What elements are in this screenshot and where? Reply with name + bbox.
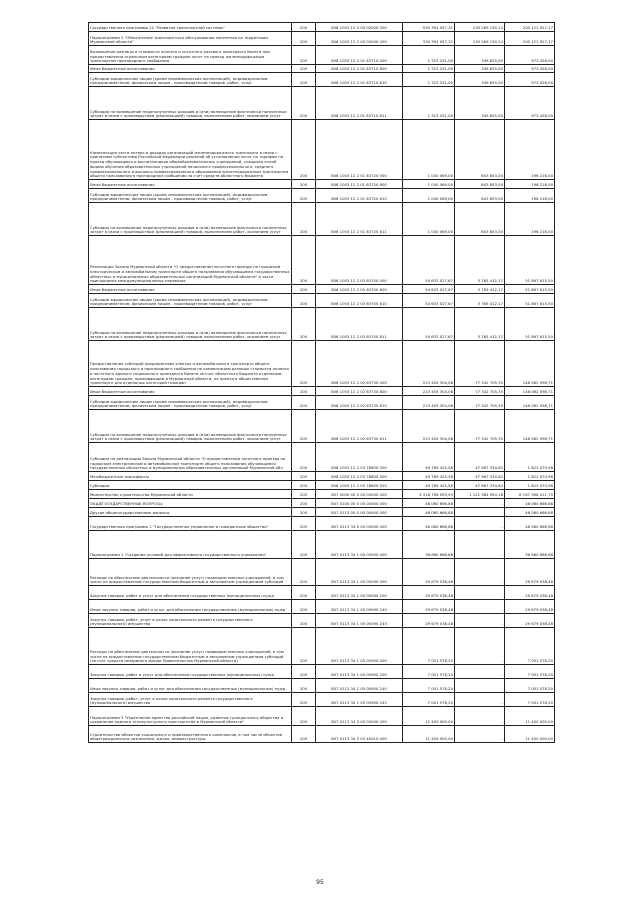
row-unexecuted-amount: 36 660 666,68 — [505, 531, 555, 559]
row-kbk-code: 200 — [292, 443, 316, 472]
row-unexecuted-amount: 1 822 070,96 — [505, 472, 555, 481]
row-kbk-code: 200 — [292, 531, 316, 559]
row-classification-code: 806 1003 12 2 03 76800 520 — [316, 481, 403, 490]
row-executed-amount: - — [455, 559, 505, 586]
row-kbk-code: 200 — [292, 180, 316, 189]
row-kbk-code: 200 — [292, 628, 316, 665]
table-row — [89, 517, 555, 531]
row-unexecuted-amount: 973 426,00 — [505, 65, 555, 73]
row-approved-amount: 49 789 425,58 — [403, 472, 455, 481]
row-executed-amount: 77 342 705,35 — [455, 387, 505, 396]
row-approved-amount: 7 001 578,20 — [403, 665, 455, 679]
row-unexecuted-amount: 51 867 615,50 — [505, 308, 555, 341]
row-kbk-code: 200 — [292, 614, 316, 628]
row-unexecuted-amount: 973 426,00 — [505, 87, 555, 120]
row-unexecuted-amount: 1 822 070,96 — [505, 481, 555, 490]
row-executed-amount: 47 967 334,62 — [455, 481, 505, 490]
table-row — [89, 203, 555, 236]
row-name: Предоставление субсидий предприятиям электро и автомобильного транспорта общего пользования городского и пригородного сообщения на компенсацию разницы стоимости полного и льготного единого социального проездного билета за счет областного бюджета отдельным категориям граждан, проживающим в Мурманской области, на проезд в общественном транспорте для отдельных категорий граждан — [89, 341, 292, 387]
row-executed-amount: - — [455, 614, 505, 628]
row-approved-amount: 11 400 000,00 — [403, 707, 455, 726]
row-kbk-code: 200 — [292, 517, 316, 531]
row-classification-code: 806 1003 12 2 03 63700 811 — [316, 308, 403, 341]
row-classification-code: 807 0113 34 1 05 00090 200 — [316, 586, 403, 600]
row-classification-code: 807 0113 34 1 05 00950 200 — [316, 665, 403, 679]
row-unexecuted-amount: 29 679 038,48 — [505, 600, 555, 614]
row-unexecuted-amount: 51 867 615,50 — [505, 236, 555, 285]
row-unexecuted-amount: 51 867 615,50 — [505, 294, 555, 308]
row-executed-amount: - — [455, 508, 505, 517]
table-row — [89, 628, 555, 665]
table-row — [89, 285, 555, 294]
row-classification-code: 806 1003 12 2 02 63730 810 — [316, 396, 403, 410]
row-name: Закупка товаров, работ и услуг для обеспечения государственных (муниципальных) нужд — [89, 665, 292, 679]
row-kbk-code: 200 — [292, 490, 316, 499]
row-unexecuted-amount: 200 121 927,17 — [505, 32, 555, 46]
row-name: Субсидия на реализацию Закона Мурманской области "О предоставлении льготного проезда на городском электрическом и автомобильном транспорте общего пользования обучающимся государственных областных и муниципальных образовательных организаций Мурманской обл — [89, 443, 292, 472]
row-kbk-code: 200 — [292, 499, 316, 508]
row-executed-amount: 77 342 705,35 — [455, 396, 505, 410]
row-unexecuted-amount: 46 060 666,68 — [505, 508, 555, 517]
row-classification-code: 806 1003 12 2 01 63710 810 — [316, 73, 403, 87]
row-name: Субсидии юридическим лицам (кроме некоммерческих организаций), индивидуальным предпринимателям, физическим лицам - производителям товаров, работ, услуг — [89, 294, 292, 308]
row-unexecuted-amount: 1 822 070,96 — [505, 443, 555, 472]
row-name: Государственная программа 1 "Государственное управление и гражданское общество" — [89, 517, 292, 531]
row-executed-amount: 3 765 412,17 — [455, 285, 505, 294]
table-row — [89, 693, 555, 707]
row-kbk-code: 200 — [292, 707, 316, 726]
row-executed-amount: 843 853,00 — [455, 189, 505, 203]
table-row — [89, 120, 555, 180]
row-kbk-code: 200 — [292, 600, 316, 614]
row-name: Иные бюджетные ассигнования — [89, 180, 292, 189]
row-kbk-code: 200 — [292, 23, 316, 32]
row-executed-amount: - — [455, 693, 505, 707]
table-row — [89, 665, 555, 679]
row-kbk-code: 200 — [292, 203, 316, 236]
row-approved-amount: 46 060 666,68 — [403, 508, 455, 517]
row-executed-amount: 349 825,00 — [455, 73, 505, 87]
table-row — [89, 46, 555, 65]
row-name: Субсидия на возмещение недополученных доходов и (или) возмещение фактически понесенных затрат в связи с производством (реализацией) товаров, выполнением работ, оказанием услуг — [89, 203, 292, 236]
row-name: Субсидии юридическим лицам (кроме некоммерческих организаций), индивидуальным предпринимателям, физическим лицам - производителям товаров, работ, услуг — [89, 396, 292, 410]
row-name: Субсидии юридическим лицам (кроме некоммерческих организаций), индивидуальным предпринимателям, физическим лицам - производителям товаров, работ, услуг — [89, 189, 292, 203]
row-name: Закупка товаров, работ, услуг в целях капитального ремонта государственного (муниципального) имущества — [89, 693, 292, 707]
row-approved-amount: 1 323 251,00 — [403, 87, 455, 120]
row-unexecuted-amount: 146 062 598,71 — [505, 341, 555, 387]
row-name: Субсидии — [89, 481, 292, 490]
table-row — [89, 308, 555, 341]
table-row — [89, 341, 555, 387]
budget-table-sheet — [88, 22, 554, 743]
row-unexecuted-amount: 973 426,00 — [505, 73, 555, 87]
row-name: Иные бюджетные ассигнования — [89, 65, 292, 73]
row-kbk-code: 200 — [292, 396, 316, 410]
row-kbk-code: 200 — [292, 665, 316, 679]
row-name: Расходы на обеспечение деятельности (оказание услуг) подведомственных учреждений, в том числе на предоставление государственным бюджетным и автономным учреждениям субсидий — [89, 559, 292, 586]
row-name: Иные бюджетные ассигнования — [89, 285, 292, 294]
row-name: Субсидии юридическим лицам (кроме некоммерческих организаций), индивидуальным предпринимателям, физическим лицам - производителям товаров, работ, услуг — [89, 73, 292, 87]
row-classification-code: 806 1003 12 2 03 63700 810 — [316, 294, 403, 308]
row-executed-amount: 3 765 412,17 — [455, 308, 505, 341]
row-name: ОБЩЕГОСУДАРСТВЕННЫЕ ВОПРОСЫ — [89, 499, 292, 508]
row-classification-code: 807 0100 00 0 00 00000 000 — [316, 499, 403, 508]
row-executed-amount: - — [455, 726, 505, 743]
table-row — [89, 443, 555, 472]
row-approved-amount: 530 391 057,31 — [403, 23, 455, 32]
row-executed-amount: - — [455, 707, 505, 726]
row-classification-code: 807 0000 00 0 00 00000 000 — [316, 490, 403, 499]
row-approved-amount: 223 405 304,06 — [403, 387, 455, 396]
row-executed-amount: - — [455, 499, 505, 508]
row-approved-amount: 1 040 069,00 — [403, 203, 455, 236]
row-approved-amount: 7 001 578,20 — [403, 693, 455, 707]
row-kbk-code: 200 — [292, 65, 316, 73]
row-name: Субсидия на возмещение недополученных доходов и (или) возмещение фактически понесенных затрат в связи с производством (реализацией) товаров, выполнением работ, оказанием услуг — [89, 410, 292, 443]
row-executed-amount: - — [455, 665, 505, 679]
row-name: Межбюджетные трансферты — [89, 472, 292, 481]
row-approved-amount: 7 001 578,20 — [403, 679, 455, 693]
row-name: Расходы на обеспечение деятельности (оказание услуг) подведомственных учреждений, в том числе на предоставление государственным бюджетным и автономным учреждениям субсидий (за счет средств резервного фонда Правительства Мурманской области) — [89, 628, 292, 665]
row-kbk-code: 200 — [292, 294, 316, 308]
row-name: Субсидия на возмещение недополученных доходов и (или) возмещение фактически понесенных затрат в связи с производством (реализацией) товаров, выполнением работ, оказанием услуг — [89, 308, 292, 341]
table-row — [89, 73, 555, 87]
table-row — [89, 294, 555, 308]
row-classification-code: 807 0113 34 1 05 00090 000 — [316, 559, 403, 586]
row-classification-code: 806 1003 12 2 01 63720 800 — [316, 180, 403, 189]
row-kbk-code: 200 — [292, 508, 316, 517]
row-kbk-code: 200 — [292, 387, 316, 396]
row-classification-code: 807 0113 00 0 00 00000 000 — [316, 508, 403, 517]
row-kbk-code: 200 — [292, 472, 316, 481]
table-row — [89, 481, 555, 490]
row-executed-amount: 349 825,00 — [455, 87, 505, 120]
table-row — [89, 679, 555, 693]
row-classification-code: 806 1003 12 2 02 63730 811 — [316, 410, 403, 443]
table-row — [89, 508, 555, 517]
row-approved-amount: 54 633 027,67 — [403, 236, 455, 285]
row-approved-amount: 49 789 425,58 — [403, 481, 455, 490]
row-unexecuted-amount: 146 062 598,71 — [505, 387, 555, 396]
row-kbk-code: 200 — [292, 73, 316, 87]
row-approved-amount: 46 060 666,68 — [403, 517, 455, 531]
row-kbk-code: 200 — [292, 679, 316, 693]
row-executed-amount: 130 269 130,14 — [455, 32, 505, 46]
row-executed-amount: 77 342 705,35 — [455, 341, 505, 387]
row-executed-amount: - — [455, 600, 505, 614]
row-classification-code: 806 1003 12 2 00 00000 000 — [316, 32, 403, 46]
row-executed-amount: 843 853,00 — [455, 180, 505, 189]
row-kbk-code: 200 — [292, 32, 316, 46]
row-kbk-code: 200 — [292, 559, 316, 586]
row-unexecuted-amount: 11 400 000,00 — [505, 707, 555, 726]
row-unexecuted-amount: 29 679 038,48 — [505, 614, 555, 628]
table-row — [89, 586, 555, 600]
row-approved-amount: 29 679 038,48 — [403, 586, 455, 600]
table-row — [89, 499, 555, 508]
row-approved-amount: 1 040 069,00 — [403, 189, 455, 203]
row-approved-amount: 9 318 798 093,93 — [403, 490, 455, 499]
row-executed-amount: 349 825,00 — [455, 46, 505, 65]
row-name: Подпрограмма 3 "Укрепление единства российской нации, развитие гражданского общества и сохранение единого этнокультурного пространства в Мурманской области" — [89, 707, 292, 726]
row-kbk-code: 200 — [292, 726, 316, 743]
row-unexecuted-amount: 7 001 578,20 — [505, 665, 555, 679]
row-approved-amount: 54 633 027,67 — [403, 294, 455, 308]
row-unexecuted-amount: 196 216,00 — [505, 120, 555, 180]
row-name: Компенсация части потерь в доходах организаций железнодорожного транспорта в связи с принятием субъектами Российской Федерации решений об установлении льгот по тарифам на проезд обучающихся и воспитанников общеобразовательных учреждений, учащихся очной формы обучения образовательных учреждений начального профессионального, среднего профессионального и высшего профессионального образования железнодорожным транспортом общего пользования в пригородном сообщении за счет средств областного бюджета — [89, 120, 292, 180]
row-approved-amount: 29 679 038,48 — [403, 600, 455, 614]
row-approved-amount: 223 405 304,06 — [403, 341, 455, 387]
table-row — [89, 600, 555, 614]
row-classification-code: 807 0113 34 0 00 00000 000 — [316, 517, 403, 531]
row-unexecuted-amount: 46 060 666,68 — [505, 499, 555, 508]
table-row — [89, 614, 555, 628]
table-row — [89, 87, 555, 120]
row-classification-code: 807 0113 34 1 05 00950 243 — [316, 693, 403, 707]
row-kbk-code: 200 — [292, 693, 316, 707]
row-kbk-code: 200 — [292, 586, 316, 600]
row-classification-code: 806 1003 12 0 00 00000 000 — [316, 23, 403, 32]
row-executed-amount: 47 967 334,62 — [455, 472, 505, 481]
row-approved-amount: 49 789 425,58 — [403, 443, 455, 472]
table-row — [89, 559, 555, 586]
row-unexecuted-amount: 7 001 578,20 — [505, 679, 555, 693]
row-approved-amount: 36 660 666,68 — [403, 531, 455, 559]
row-classification-code: 806 1003 12 2 01 63710 811 — [316, 87, 403, 120]
row-classification-code: 806 1003 12 2 01 63710 000 — [316, 46, 403, 65]
row-unexecuted-amount: 29 679 038,48 — [505, 559, 555, 586]
row-approved-amount: 1 323 251,00 — [403, 65, 455, 73]
row-classification-code: 806 1003 12 2 03 76800 000 — [316, 443, 403, 472]
row-classification-code: 806 1003 12 2 01 63720 810 — [316, 189, 403, 203]
row-approved-amount: 7 001 578,20 — [403, 628, 455, 665]
row-executed-amount: - — [455, 517, 505, 531]
row-approved-amount: 46 060 666,68 — [403, 499, 455, 508]
row-executed-amount: 3 765 412,17 — [455, 294, 505, 308]
row-name: Подпрограмма 2 "Обеспечение транспортного обслуживания населения на территории Мурманской области" — [89, 32, 292, 46]
row-approved-amount: 223 405 304,06 — [403, 396, 455, 410]
row-executed-amount: 77 342 705,35 — [455, 410, 505, 443]
row-classification-code: 807 0113 34 3 03 40010 000 — [316, 726, 403, 743]
row-classification-code: 807 0113 34 1 05 00090 240 — [316, 600, 403, 614]
row-classification-code: 807 0113 34 1 05 00090 243 — [316, 614, 403, 628]
row-classification-code: 806 1003 12 2 01 63720 811 — [316, 203, 403, 236]
table-row — [89, 236, 555, 285]
row-name: Реализация Закона Мурманской области "О предоставлении льготного проезда на городском электрическом и автомобильном транспорте общего пользования обучающимся государственных областных и муниципальных образовательных организаций Мурманской области" в части пригородных междумуниципальных перевозок — [89, 236, 292, 285]
row-unexecuted-amount: 146 062 598,71 — [505, 410, 555, 443]
row-unexecuted-amount: 196 216,00 — [505, 189, 555, 203]
row-executed-amount: 130 269 130,14 — [455, 23, 505, 32]
row-kbk-code: 200 — [292, 481, 316, 490]
row-classification-code: 806 1003 12 2 01 63720 000 — [316, 120, 403, 180]
row-approved-amount: 1 323 251,00 — [403, 73, 455, 87]
row-kbk-code: 200 — [292, 87, 316, 120]
table-row — [89, 472, 555, 481]
row-unexecuted-amount: 200 121 927,17 — [505, 23, 555, 32]
row-classification-code: 806 1003 12 2 02 63730 800 — [316, 387, 403, 396]
row-approved-amount: 54 633 027,67 — [403, 285, 455, 294]
table-row — [89, 65, 555, 73]
row-executed-amount: - — [455, 628, 505, 665]
row-name: Закупка товаров, работ и услуг для обеспечения государственных (муниципальных) нужд — [89, 586, 292, 600]
row-executed-amount: 843 853,00 — [455, 203, 505, 236]
row-executed-amount: 1 121 384 954,18 — [455, 490, 505, 499]
row-kbk-code: 200 — [292, 189, 316, 203]
row-kbk-code: 200 — [292, 341, 316, 387]
row-name: Субсидия на возмещение недополученных доходов и (или) возмещение фактически понесенных затрат в связи с производством (реализацией) товаров, выполнением работ, оказанием услуг — [89, 87, 292, 120]
row-name: Государственная программа 12 "Развитие транспортной системы" — [89, 23, 292, 32]
row-name: Иные бюджетные ассигнования — [89, 387, 292, 396]
row-classification-code: 807 0113 34 1 00 00000 000 — [316, 531, 403, 559]
table-row — [89, 410, 555, 443]
table-row — [89, 726, 555, 743]
row-approved-amount: 29 679 038,48 — [403, 614, 455, 628]
row-name: Подпрограмма 1 "Создание условий для эффективного государственного управления" — [89, 531, 292, 559]
row-name: Возмещение разницы в стоимости полного и льготного разового проездного билета при предоставлении отдельным категориям граждан льгот на проезд железнодорожным транспортом пригородного сообщения — [89, 46, 292, 65]
row-executed-amount: 349 825,00 — [455, 65, 505, 73]
row-unexecuted-amount: 7 001 578,20 — [505, 628, 555, 665]
row-executed-amount: - — [455, 531, 505, 559]
row-name: Закупка товаров, работ, услуг в целях капитального ремонта государственного (муниципального) имущества — [89, 614, 292, 628]
row-name: Министерство строительства Мурманской области — [89, 490, 292, 499]
row-unexecuted-amount: 8 197 396 011,75 — [505, 490, 555, 499]
row-approved-amount: 1 040 069,00 — [403, 180, 455, 189]
row-kbk-code: 200 — [292, 410, 316, 443]
row-classification-code: 806 1003 12 2 03 76800 500 — [316, 472, 403, 481]
row-classification-code: 806 1003 12 2 01 63710 800 — [316, 65, 403, 73]
row-classification-code: 806 1003 12 2 03 63700 800 — [316, 285, 403, 294]
row-kbk-code: 200 — [292, 308, 316, 341]
row-name: Строительство объектов социального и производственного комплексов, в том числе объектов общегражданского назначения, жилья, инфраструктуры — [89, 726, 292, 743]
row-classification-code: 806 1003 12 2 02 63730 000 — [316, 341, 403, 387]
table-row — [89, 32, 555, 46]
row-kbk-code: 200 — [292, 236, 316, 285]
row-approved-amount: 1 323 251,00 — [403, 46, 455, 65]
table-row — [89, 490, 555, 499]
row-name: Иные закупки товаров, работ и услуг для обеспечения государственных (муниципальных) нужд — [89, 600, 292, 614]
table-row — [89, 707, 555, 726]
row-unexecuted-amount: 196 216,00 — [505, 180, 555, 189]
row-unexecuted-amount: 973 426,00 — [505, 46, 555, 65]
row-executed-amount: 843 853,00 — [455, 120, 505, 180]
row-classification-code: 807 0113 34 1 05 00950 000 — [316, 628, 403, 665]
row-kbk-code: 200 — [292, 120, 316, 180]
table-row — [89, 387, 555, 396]
budget-execution-table — [88, 22, 555, 743]
row-executed-amount: 47 967 334,62 — [455, 443, 505, 472]
table-row — [89, 180, 555, 189]
row-classification-code: 806 1003 12 2 03 63700 000 — [316, 236, 403, 285]
row-unexecuted-amount: 51 867 615,50 — [505, 285, 555, 294]
row-unexecuted-amount: 29 679 038,48 — [505, 586, 555, 600]
row-name: Иные закупки товаров, работ и услуг для обеспечения государственных (муниципальных) нужд — [89, 679, 292, 693]
row-approved-amount: 1 040 069,00 — [403, 120, 455, 180]
row-approved-amount: 29 679 038,48 — [403, 559, 455, 586]
row-approved-amount: 330 391 057,31 — [403, 32, 455, 46]
row-unexecuted-amount: 196 216,00 — [505, 203, 555, 236]
table-row — [89, 396, 555, 410]
row-approved-amount: 223 405 304,06 — [403, 410, 455, 443]
row-executed-amount: - — [455, 586, 505, 600]
row-approved-amount: 54 633 027,67 — [403, 308, 455, 341]
row-executed-amount: - — [455, 679, 505, 693]
row-unexecuted-amount: 46 060 666,68 — [505, 517, 555, 531]
row-name: Другие общегосударственные вопросы — [89, 508, 292, 517]
row-approved-amount: 11 400 000,00 — [403, 726, 455, 743]
page-number: 95 — [316, 879, 324, 886]
row-unexecuted-amount: 146 062 598,71 — [505, 396, 555, 410]
row-classification-code: 807 0113 34 3 00 00000 000 — [316, 707, 403, 726]
row-kbk-code: 200 — [292, 46, 316, 65]
row-unexecuted-amount: 7 001 578,20 — [505, 693, 555, 707]
row-kbk-code: 200 — [292, 285, 316, 294]
row-executed-amount: 3 765 412,17 — [455, 236, 505, 285]
row-unexecuted-amount: 11 400 000,00 — [505, 726, 555, 743]
row-classification-code: 807 0113 34 1 05 00950 240 — [316, 679, 403, 693]
table-row — [89, 23, 555, 32]
table-row — [89, 531, 555, 559]
table-row — [89, 189, 555, 203]
